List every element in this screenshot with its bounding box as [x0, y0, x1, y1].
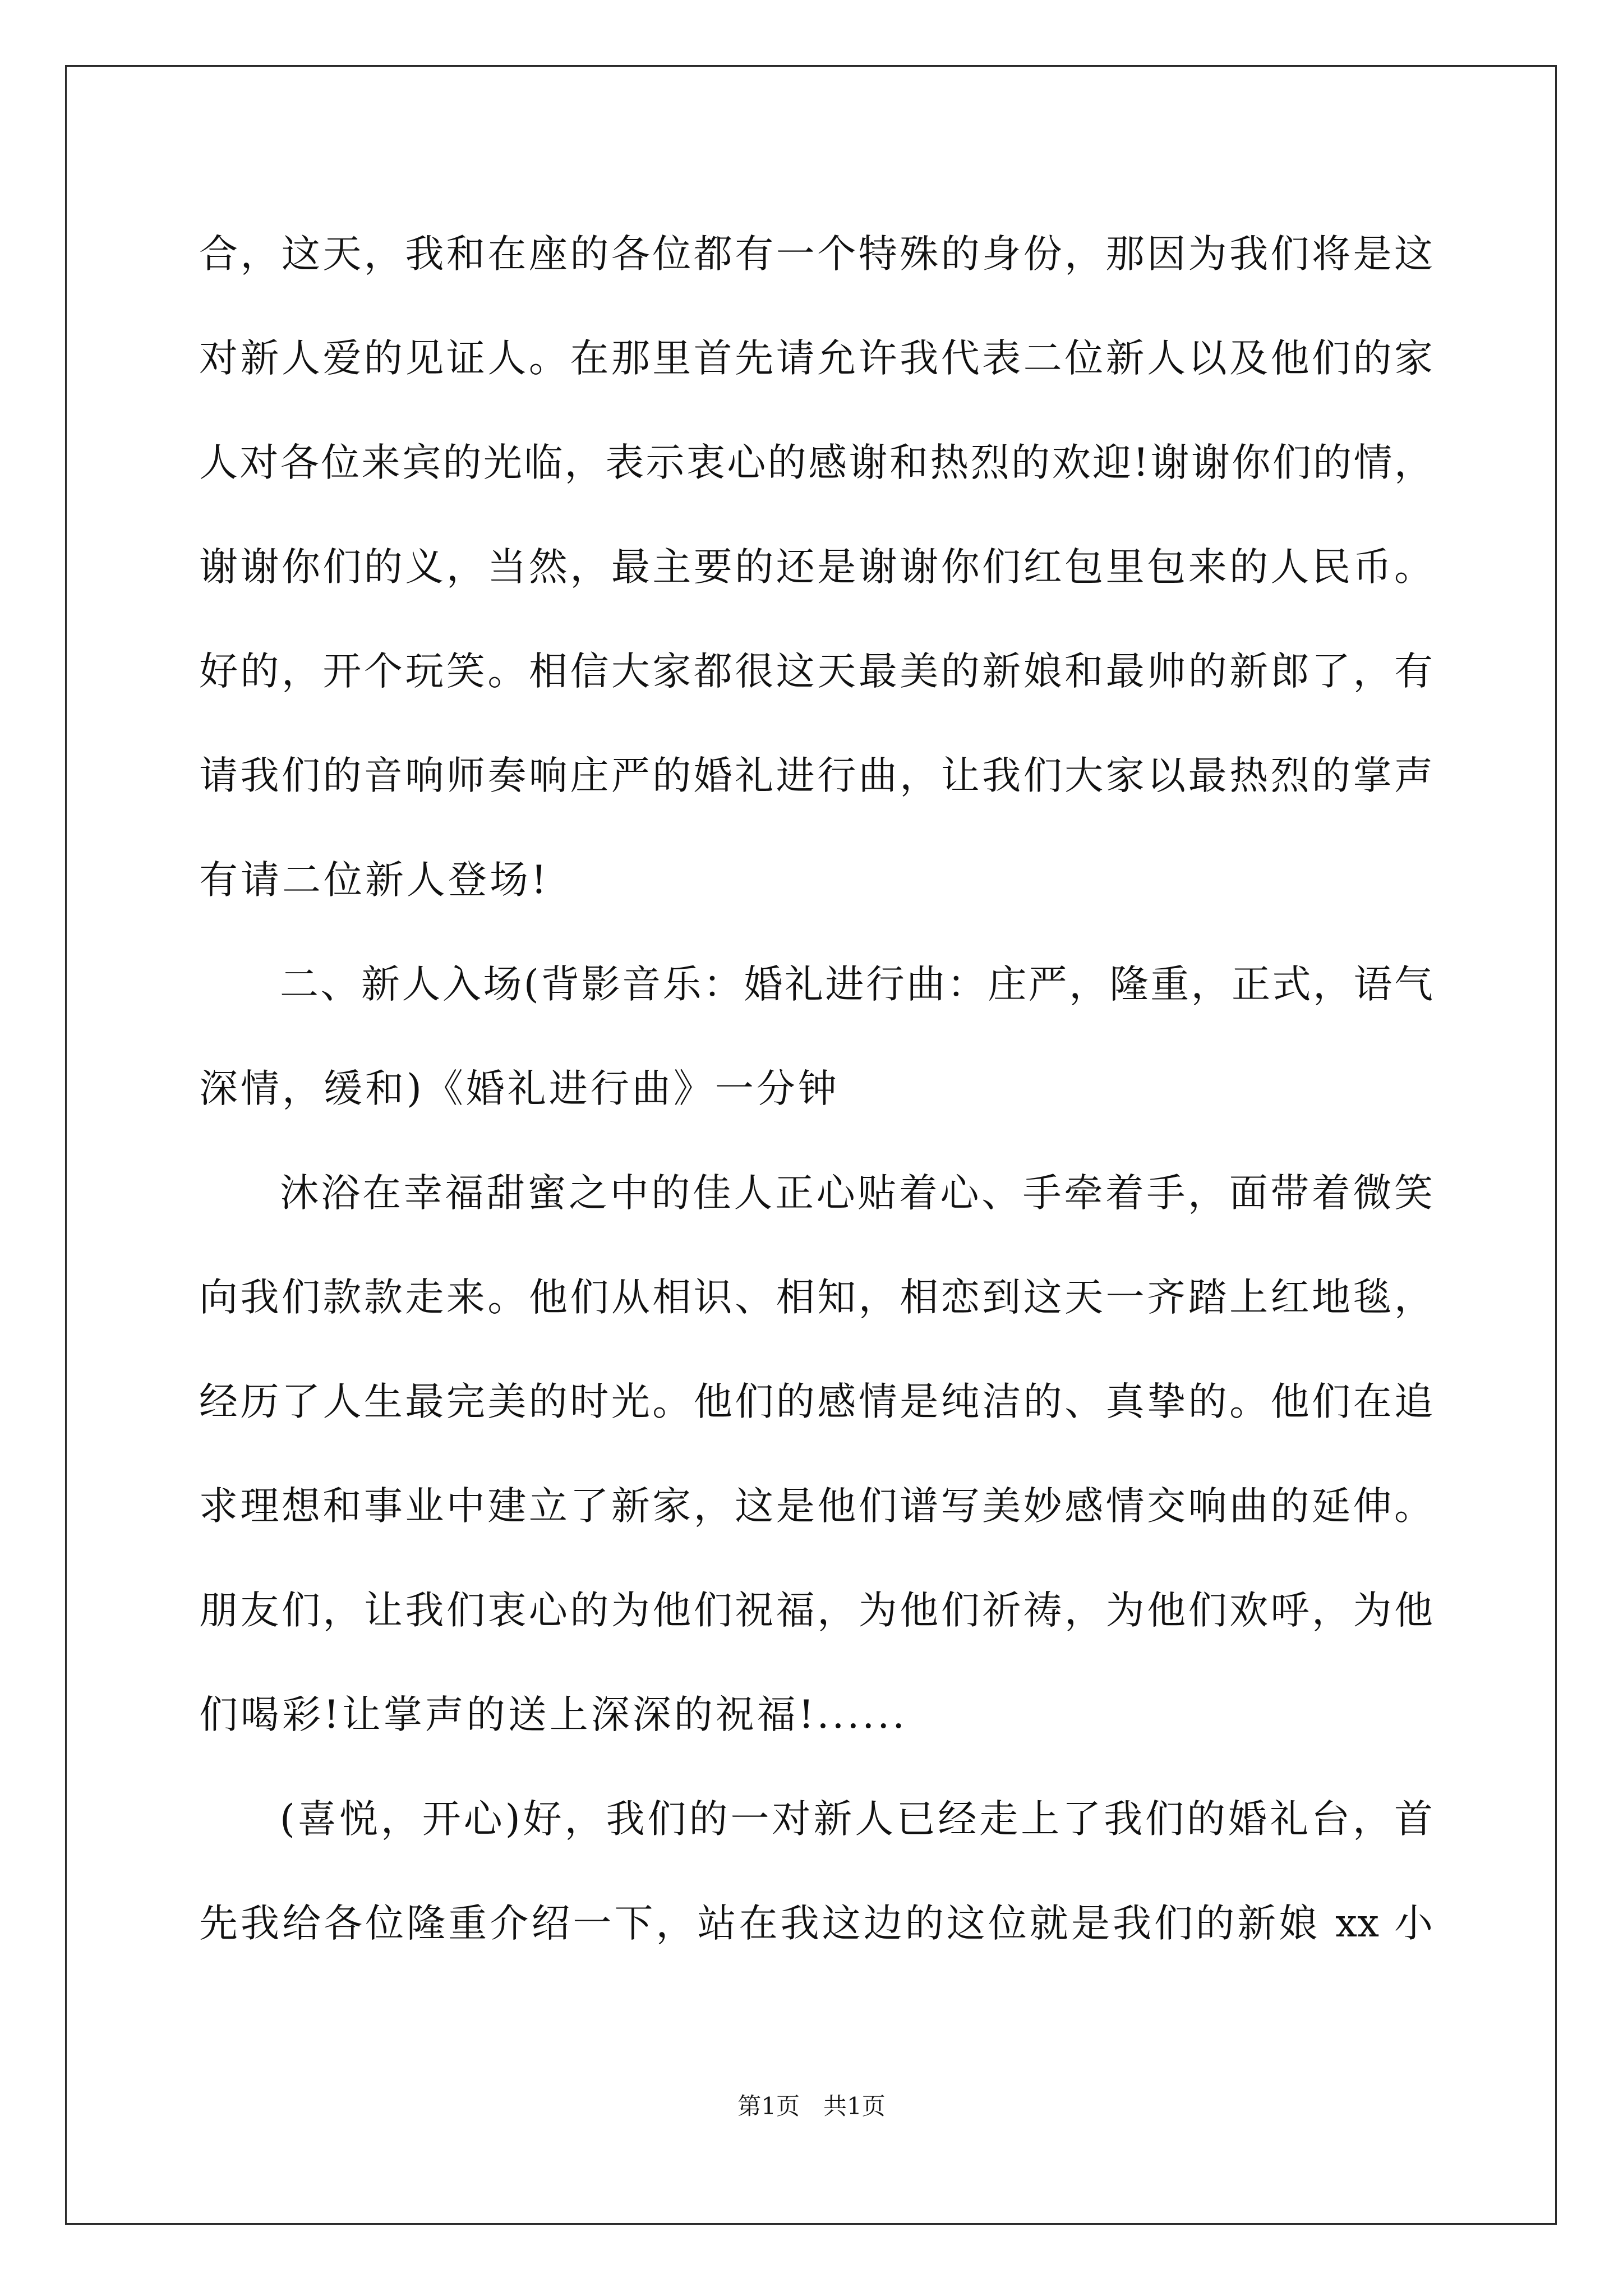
text-line: 先我给各位隆重介绍一下，站在我这边的这位就是我们的新娘 xx 小	[199, 1901, 1433, 1946]
paragraph-2	[199, 932, 1433, 1141]
text-line: 请我们的音响师奏响庄严的婚礼进行曲，让我们大家以最热烈的掌声	[199, 753, 1433, 798]
text-line: 对新人爱的见证人。在那里首先请允许我代表二位新人以及他们的家	[199, 336, 1433, 381]
text-line: 有请二位新人登场!	[199, 858, 550, 903]
text-line: 向我们款款走来。他们从相识、相知，相恋到这天一齐踏上红地毯，	[199, 1275, 1433, 1320]
text-line: 求理想和事业中建立了新家，这是他们谱写美妙感情交响曲的延伸。	[199, 1484, 1433, 1529]
text-line: 深情，缓和)《婚礼进行曲》一分钟	[199, 1066, 840, 1111]
text-line: 二、新人入场(背影音乐：婚礼进行曲：庄严，隆重，正式，语气	[280, 962, 1433, 1007]
text-line: 经历了人生最完美的时光。他们的感情是纯洁的、真挚的。他们在追	[199, 1379, 1433, 1424]
text-line: (喜悦，开心)好，我们的一对新人已经走上了我们的婚礼台，首	[280, 1797, 1433, 1842]
text-line: 谢谢你们的义，当然，最主要的还是谢谢你们红包里包来的人民币。	[199, 545, 1433, 590]
paragraph-3	[199, 1141, 1433, 1767]
paragraph-1	[199, 202, 1433, 932]
text-line: 朋友们，让我们衷心的为他们祝福，为他们祈祷，为他们欢呼，为他	[199, 1588, 1433, 1633]
paragraph-4	[199, 1767, 1433, 1976]
document-body	[199, 202, 1433, 1976]
text-line: 沐浴在幸福甜蜜之中的佳人正心贴着心、手牵着手，面带着微笑	[280, 1171, 1433, 1216]
text-line: 好的，开个玩笑。相信大家都很这天最美的新娘和最帅的新郎了，有	[199, 649, 1433, 694]
text-line: 们喝彩!让掌声的送上深深的祝福!......	[199, 1692, 908, 1737]
text-line: 合，这天，我和在座的各位都有一个特殊的身份，那因为我们将是这	[199, 232, 1433, 277]
text-line: 人对各位来宾的光临，表示衷心的感谢和热烈的欢迎!谢谢你们的情，	[199, 440, 1433, 485]
page-number-footer: 第1页 共1页	[737, 2092, 886, 2120]
